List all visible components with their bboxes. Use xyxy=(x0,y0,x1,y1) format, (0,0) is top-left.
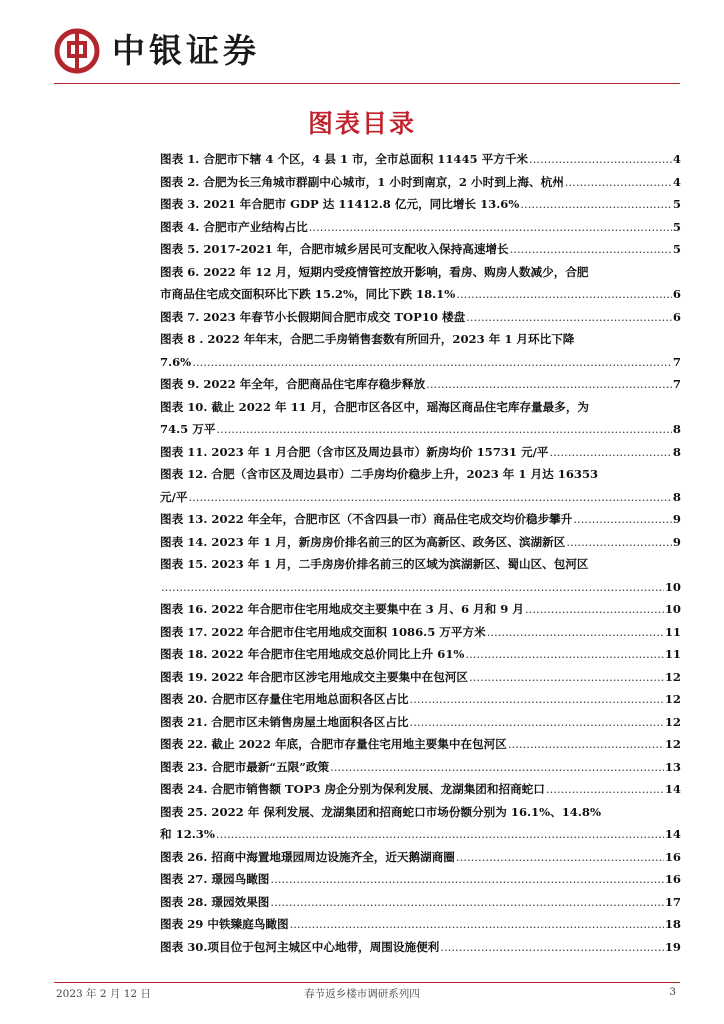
toc-entry-page: 6 xyxy=(672,287,681,301)
dot-leader xyxy=(573,512,672,526)
header-divider xyxy=(54,83,680,84)
table-of-figures xyxy=(160,152,681,962)
toc-entry-page: 16 xyxy=(664,849,681,864)
toc-entry-page: 8 xyxy=(672,444,681,459)
footer-date: 2023 年 2 月 12 日 xyxy=(56,988,151,1000)
toc-entry-text-line1: 图表 15. 2023 年 1 月，二手房房价排名前三的区域为滨湖新区、蜀山区、包河区 xyxy=(160,557,589,571)
toc-entry-page: 9 xyxy=(672,512,681,526)
dot-leader xyxy=(466,310,672,324)
dot-leader xyxy=(529,152,672,166)
toc-entry-text: 图表 23. 合肥市最新“五限”政策 xyxy=(160,759,330,774)
dot-leader xyxy=(566,535,672,549)
dot-leader xyxy=(330,760,664,774)
toc-entry-text: 图表 19. 2022 年合肥市区涉宅用地成交主要集中在包河区 xyxy=(160,669,469,684)
dot-leader xyxy=(469,670,664,684)
toc-entry-page: 12 xyxy=(664,669,681,684)
dot-leader xyxy=(188,490,671,504)
toc-entry-text: 图表 13. 2022 年全年，合肥市区（不含四县一市）商品住宅成交均价稳步攀升 xyxy=(160,512,573,526)
toc-entry[interactable] xyxy=(160,805,681,842)
toc-entry-page: 4 xyxy=(672,174,681,189)
toc-entry-page: 7 xyxy=(672,354,681,369)
toc-entry-page: 12 xyxy=(664,692,681,706)
toc-entry-text-line1: 图表 12. 合肥（含市区及周边县市）二手房均价稳步上升，2023 年 1 月达 16353 xyxy=(160,467,599,481)
toc-entry[interactable] xyxy=(160,895,681,909)
dot-leader xyxy=(510,242,672,256)
dot-leader xyxy=(440,940,664,954)
dot-leader xyxy=(290,917,664,931)
toc-entry-text-line1: 图表 8 . 2022 年年末，合肥二手房销售套数有所回升，2023 年 1 月环比下降 xyxy=(160,332,575,346)
toc-entry-text: 7.6% xyxy=(160,354,192,369)
toc-entry-page: 5 xyxy=(672,197,681,211)
toc-entry[interactable] xyxy=(160,692,681,706)
toc-entry-page: 13 xyxy=(664,759,681,774)
toc-entry-text: 图表 14. 2023 年 1 月，新房房价排名前三的区为高新区、政务区、滨湖新区 xyxy=(160,534,566,549)
toc-entry-page: 11 xyxy=(664,647,681,661)
dot-leader xyxy=(192,355,672,369)
toc-entry-page: 8 xyxy=(672,422,681,436)
toc-entry-text: 图表 28. 璟园效果图 xyxy=(160,894,270,909)
brand-logo xyxy=(54,28,260,74)
toc-entry[interactable] xyxy=(160,625,681,639)
toc-entry[interactable] xyxy=(160,445,681,459)
dot-leader xyxy=(508,737,664,751)
toc-entry[interactable] xyxy=(160,242,681,256)
dot-leader xyxy=(216,422,671,436)
toc-entry-text: 图表 11. 2023 年 1 月合肥（含市区及周边县市）新房均价 15731 元/平 xyxy=(160,444,549,459)
brand-name: 中银证券 xyxy=(112,31,260,70)
toc-entry[interactable] xyxy=(160,917,681,931)
toc-entry-text-line1: 图表 25. 2022 年 保利发展、龙湖集团和招商蛇口市场份额分别为 16.1%、14.8% xyxy=(160,804,601,819)
dot-leader xyxy=(270,895,663,909)
toc-entry-page: 14 xyxy=(664,827,681,841)
toc-entry[interactable] xyxy=(160,872,681,886)
toc-entry-text: 图表 22. 截止 2022 年底，合肥市存量住宅用地主要集中在包河区 xyxy=(160,737,507,751)
toc-entry[interactable] xyxy=(160,670,681,684)
toc-entry-text: 图表 1. 合肥市下辖 4 个区，4 县 1 市，全市总面积 11445 平方千米 xyxy=(160,152,529,166)
toc-entry-text: 图表 29 中铁臻庭鸟瞰图 xyxy=(160,917,289,931)
toc-entry[interactable] xyxy=(160,512,681,526)
toc-entry[interactable] xyxy=(160,760,681,774)
dot-leader xyxy=(565,175,672,189)
toc-entry-text: 图表 3. 2021 年合肥市 GDP 达 11412.8 亿元，同比增长 13.6% xyxy=(160,197,520,211)
toc-entry-text: 元/平 xyxy=(160,489,188,504)
toc-entry-page: 6 xyxy=(672,309,681,324)
toc-entry-page: 4 xyxy=(672,152,681,166)
toc-entry-text: 图表 21. 合肥市区未销售房屋土地面积各区占比 xyxy=(160,714,409,729)
toc-entry[interactable] xyxy=(160,940,681,954)
toc-entry[interactable] xyxy=(160,152,681,166)
dot-leader xyxy=(525,602,664,616)
toc-entry-page: 10 xyxy=(664,602,681,616)
toc-entry-page: 10 xyxy=(664,579,681,594)
toc-entry[interactable] xyxy=(160,197,681,211)
toc-entry[interactable] xyxy=(160,467,681,504)
toc-entry-page: 5 xyxy=(672,242,681,256)
toc-entry-text: 图表 16. 2022 年合肥市住宅用地成交主要集中在 3 月、6 月和 9 月 xyxy=(160,602,524,616)
toc-entry-page: 5 xyxy=(672,219,681,234)
toc-entry-text: 图表 7. 2023 年春节小长假期间合肥市成交 TOP10 楼盘 xyxy=(160,309,466,324)
dot-leader xyxy=(487,625,664,639)
dot-leader xyxy=(546,782,664,796)
toc-entry-text-line1: 图表 6. 2022 年 12 月，短期内受疫情管控放开影响，看房、购房人数减少，合肥 xyxy=(160,264,589,279)
toc-entry-text: 图表 18. 2022 年合肥市住宅用地成交总价同比上升 61% xyxy=(160,647,465,661)
dot-leader xyxy=(426,377,672,391)
toc-entry-text: 图表 17. 2022 年合肥市住宅用地成交面积 1086.5 万平方米 xyxy=(160,624,486,639)
footer-divider xyxy=(54,982,680,983)
toc-entry-text: 图表 9. 2022 年全年，合肥商品住宅库存稳步释放 xyxy=(160,377,426,391)
toc-entry[interactable] xyxy=(160,557,681,594)
toc-entry[interactable] xyxy=(160,220,681,234)
toc-entry[interactable] xyxy=(160,647,681,661)
toc-entry-text: 市商品住宅成交面积环比下跌 15.2%，同比下跌 18.1% xyxy=(160,287,456,301)
toc-entry[interactable] xyxy=(160,850,681,864)
dot-leader xyxy=(456,287,672,301)
toc-entry[interactable] xyxy=(160,782,681,796)
toc-entry[interactable] xyxy=(160,535,681,549)
dot-leader xyxy=(270,872,663,886)
dot-leader xyxy=(520,197,672,211)
dot-leader xyxy=(161,580,664,594)
toc-entry[interactable] xyxy=(160,377,681,391)
toc-entry-page: 12 xyxy=(664,737,681,751)
toc-entry-page: 17 xyxy=(664,894,681,909)
dot-leader xyxy=(216,827,664,841)
dot-leader xyxy=(465,647,663,661)
toc-title: 图表目录 xyxy=(307,109,416,138)
toc-entry[interactable] xyxy=(160,400,681,437)
toc-entry-text: 和 12.3% xyxy=(160,827,215,841)
toc-entry-text-line1: 图表 10. 截止 2022 年 11 月，合肥市区各区中，瑶海区商品住宅库存量最多，为 xyxy=(160,399,590,414)
toc-entry-text: 图表 20. 合肥市区存量住宅用地总面积各区占比 xyxy=(160,692,409,706)
dot-leader xyxy=(410,692,664,706)
toc-entry-page: 16 xyxy=(664,872,681,886)
toc-entry-text: 图表 26. 招商中海置地璟园周边设施齐全，近天鹅湖商圈 xyxy=(160,849,455,864)
toc-entry-text: 图表 30.项目位于包河主城区中心地带，周围设施便利 xyxy=(160,939,440,954)
dot-leader xyxy=(309,220,672,234)
toc-entry-page: 11 xyxy=(664,624,681,639)
toc-entry-text: 图表 2. 合肥为长三角城市群副中心城市，1 小时到南京，2 小时到上海、杭州 xyxy=(160,174,564,189)
toc-entry-page: 9 xyxy=(672,534,681,549)
bank-of-china-logo-icon xyxy=(54,28,100,74)
toc-entry-page: 18 xyxy=(664,917,681,931)
dot-leader xyxy=(410,715,664,729)
toc-entry-page: 19 xyxy=(664,939,681,954)
dot-leader xyxy=(549,445,672,459)
toc-entry-page: 8 xyxy=(672,489,681,504)
toc-entry-page: 12 xyxy=(664,714,681,729)
toc-entry-text: 图表 4. 合肥市产业结构占比 xyxy=(160,219,308,234)
toc-entry[interactable] xyxy=(160,175,681,189)
toc-entry[interactable] xyxy=(160,715,681,729)
dot-leader xyxy=(456,850,664,864)
toc-entry-text: 图表 24. 合肥市销售额 TOP3 房企分别为保利发展、龙湖集团和招商蛇口 xyxy=(160,782,545,796)
toc-entry-text: 图表 5. 2017-2021 年，合肥市城乡居民可支配收入保持高速增长 xyxy=(160,242,509,256)
toc-entry[interactable] xyxy=(160,332,681,369)
footer-series-title: 春节返乡楼市调研系列四 xyxy=(304,988,420,1000)
toc-entry[interactable] xyxy=(160,602,681,616)
toc-entry-page: 14 xyxy=(664,782,681,796)
toc-entry-text: 74.5 万平 xyxy=(160,422,216,436)
toc-entry[interactable] xyxy=(160,265,681,302)
toc-entry[interactable] xyxy=(160,310,681,324)
toc-entry-text: 图表 27. 璟园鸟瞰图 xyxy=(160,872,270,886)
toc-entry-page: 7 xyxy=(672,377,681,391)
toc-entry[interactable] xyxy=(160,737,681,751)
footer-page-number: 3 xyxy=(669,986,676,998)
